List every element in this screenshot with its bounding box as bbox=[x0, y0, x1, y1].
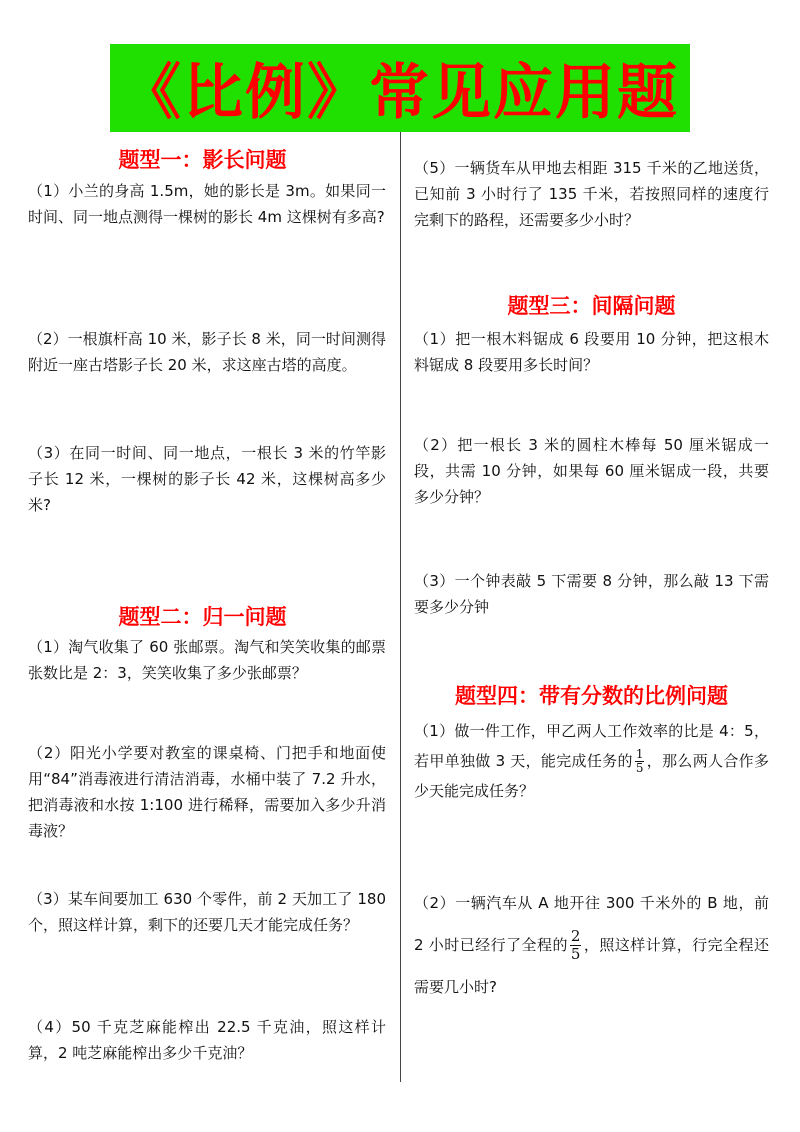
question-shadow-3: （3）在同一时间、同一地点，一根长 3 米的竹竿影子长 12 米，一棵树的影子长 42 米，这棵树高多少米? bbox=[28, 444, 386, 514]
question-interval-1: （1）把一根木料锯成 6 段要用 10 分钟，把这根木料锯成 8 段要用多长时间？ bbox=[414, 330, 769, 374]
question-unitary-5: （5）一辆货车从甲地去相距 315 千米的乙地送货，已知前 3 小时行了 135 千米，若按照同样的速度行完剩下的路程，还需要多少小时？ bbox=[414, 159, 769, 229]
section-title-unitary: 题型二：归一问题 bbox=[118, 605, 287, 629]
fraction-two-fifths bbox=[570, 928, 582, 963]
question-fraction-2-part-b: ，照这样计算，行完全程还需要几小时? bbox=[414, 936, 769, 996]
title-banner bbox=[110, 44, 690, 132]
question-interval-2: （2）把一根长 3 米的圆柱木棒每 50 厘米锯成一段，共需 10 分钟，如果每 60 厘米锯成一段，共要多少分钟？ bbox=[414, 436, 769, 506]
question-fraction-2 bbox=[414, 882, 769, 1008]
fraction-denominator: 5 bbox=[570, 945, 581, 963]
page-title: 《比例》常见应用题 bbox=[121, 58, 679, 128]
section-title-shadow: 题型一：影长问题 bbox=[118, 148, 287, 172]
fraction-denominator: 5 bbox=[635, 761, 644, 775]
section-title-fraction: 题型四：带有分数的比例问题 bbox=[455, 684, 728, 708]
question-fraction-1-part-a: （1）做一件工作，甲乙两人工作效率的比是 4：5，若甲单独做 3 天，能完成任务的 bbox=[414, 722, 769, 770]
question-unitary-1: （1）淘气收集了 60 张邮票。淘气和笑笑收集的邮票张数比是 2：3，笑笑收集了多少张邮票？ bbox=[28, 638, 386, 682]
question-unitary-2: （2）阳光小学要对教室的课桌椅、门把手和地面使用“84”消毒液进行清洁消毒，水桶中装了 7.2 升水，把消毒液和水按 1:100 进行稀释，需要加入多少升消毒液？ bbox=[28, 744, 386, 840]
question-unitary-4: （4）50 千克芝麻能榨出 22.5 千克油，照这样计算，2 吨芝麻能榨出多少千克油？ bbox=[28, 1018, 386, 1062]
question-interval-3: （3）一个钟表敲 5 下需要 8 分钟，那么敲 13 下需要多少分钟 bbox=[414, 572, 769, 616]
fraction-numerator: 1 bbox=[635, 747, 644, 761]
fraction-one-fifth bbox=[635, 748, 645, 775]
section-title-interval: 题型三：间隔问题 bbox=[507, 294, 676, 318]
question-fraction-2-part-a: （2）一辆汽车从 A 地开往 300 千米外的 B 地，前 2 小时已经行了全程的 bbox=[414, 894, 769, 954]
fraction-numerator: 2 bbox=[570, 927, 581, 945]
question-shadow-1: （1）小兰的身高 1.5m，她的影长是 3m。如果同一时间、同一地点测得一棵树的影长 4m 这棵树有多高? bbox=[28, 182, 386, 226]
question-shadow-2: （2）一根旗杆高 10 米，影子长 8 米，同一时间测得附近一座古塔影子长 20 米，求这座古塔的高度。 bbox=[28, 330, 386, 374]
question-unitary-3: （3）某车间要加工 630 个零件，前 2 天加工了 180 个，照这样计算，剩下的还要几天才能完成任务？ bbox=[28, 890, 386, 934]
column-divider bbox=[400, 132, 401, 1082]
question-fraction-1-part-b: ，那么两人合作多少天能完成任务？ bbox=[414, 752, 769, 800]
question-fraction-1 bbox=[414, 716, 769, 806]
